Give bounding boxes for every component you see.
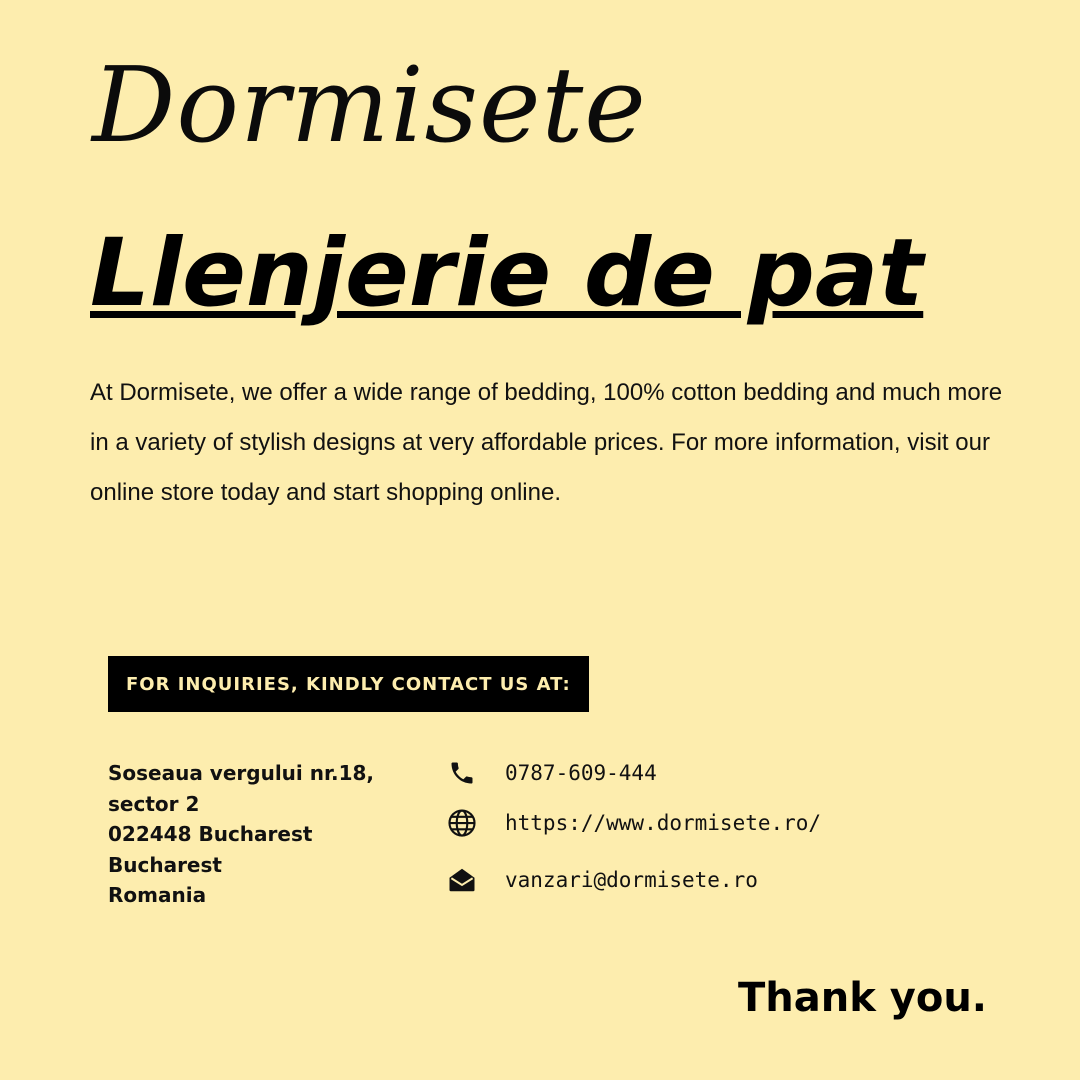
address-line: Soseaua vergului nr.18, xyxy=(108,761,375,785)
address-line: Bucharest xyxy=(108,852,222,877)
phone-number[interactable]: 0787-609-444 xyxy=(505,761,657,785)
address-line: Romania xyxy=(108,883,207,907)
phone-icon xyxy=(446,757,478,789)
closing-text: Thank you. xyxy=(738,975,987,1021)
website-link[interactable]: https://www.dormisete.ro/ xyxy=(505,811,822,835)
globe-icon xyxy=(446,807,478,839)
website-row[interactable] xyxy=(446,806,821,840)
email-row[interactable] xyxy=(446,863,758,897)
email-address[interactable]: vanzari@dormisete.ro xyxy=(505,868,758,892)
envelope-open-icon xyxy=(446,864,478,896)
contact-banner-text: FOR INQUIRIES, KINDLY CONTACT US AT: xyxy=(126,673,571,695)
brand-logo: Dormisete xyxy=(92,44,647,166)
description: At Dormisete, we offer a wide range of bedding, 100% cotton bedding and much more in a variety of stylish designs at very affordable prices. For more information, visit our online store today and start shopping online. xyxy=(90,379,1003,506)
phone-row[interactable] xyxy=(446,756,657,790)
address-line: sector 2 xyxy=(108,791,200,816)
headline: Llenjerie de pat xyxy=(90,219,924,328)
address-line: 022448 Bucharest xyxy=(108,822,313,846)
contact-banner xyxy=(108,656,589,712)
address-block xyxy=(108,758,374,911)
